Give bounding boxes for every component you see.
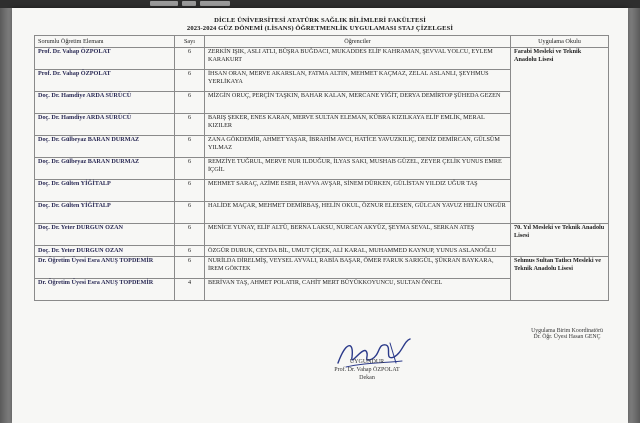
count-cell: 6 bbox=[175, 114, 205, 136]
count-cell: 6 bbox=[175, 257, 205, 279]
supervisor-cell: Doç. Dr. Hamdiye ARDA SÜRÜCÜ bbox=[35, 114, 175, 136]
students-cell: ZANA GÖKDEMİR, AHMET YAŞAR, İBRAHİM AVCI, HATİCE YAVUZKILIÇ, DENİZ DEMİRCAN, GÜLSÜM YILMAZ bbox=[205, 136, 511, 158]
supervisor-cell: Dr. Öğretim Üyesi Esra ANUŞ TOPDEMİR bbox=[35, 257, 175, 279]
header-supervisor: Sorumlu Öğretim Elemanı bbox=[35, 36, 175, 48]
school-cell: Farabi Mesleki ve Teknik Anadolu Lisesi bbox=[511, 48, 609, 224]
toolbar-control[interactable] bbox=[182, 1, 196, 6]
supervisor-cell: Doç. Dr. Gülten YİĞİTALP bbox=[35, 202, 175, 224]
page-margin-left bbox=[0, 8, 12, 423]
internship-schedule-table bbox=[34, 35, 609, 301]
students-cell: HALİDE MAÇAR, MEHMET DEMİRBAŞ, HELİN OKUL, ÖZNUR ELEESEN, GÜLCAN YAVUZ HELİN UNGÜR bbox=[205, 202, 511, 224]
supervisor-cell: Prof. Dr. Vahap ÖZPOLAT bbox=[35, 48, 175, 70]
count-cell: 6 bbox=[175, 92, 205, 114]
table-row bbox=[35, 224, 609, 246]
students-cell: BERİVAN TAŞ, AHMET POLATIR, CAHİT MERT BÜYÜKKOYUNCU, SULTAN ÖNCEL bbox=[205, 279, 511, 301]
coordinator-name: Dr. Öğr. Üyesi Hasan GENÇ bbox=[533, 334, 601, 340]
count-cell: 6 bbox=[175, 224, 205, 246]
count-cell: 6 bbox=[175, 180, 205, 202]
header-count: Sayı bbox=[175, 36, 205, 48]
supervisor-cell: Doç. Dr. Yeter DURGUN OZAN bbox=[35, 246, 175, 257]
approval-label: UYGUNDUR bbox=[349, 359, 385, 365]
toolbar-control[interactable] bbox=[200, 1, 230, 6]
count-cell: 6 bbox=[175, 136, 205, 158]
students-cell: ÖZGÜR DURUK, CEYDA BİL, UMUT ÇİÇEK, ALİ KARAL, MUHAMMED KAYNUP, YUNUS ASLANOĞLU bbox=[205, 246, 511, 257]
toolbar-control[interactable] bbox=[150, 1, 178, 6]
coordinator-block bbox=[512, 328, 622, 340]
students-cell: MEHMET SARAÇ, AZİME ESER, HAVVA AVŞAR, SİNEM DÜRKEN, GÜLİSTAN YILDIZ UĞUR TAŞ bbox=[205, 180, 511, 202]
table-row bbox=[35, 257, 609, 279]
supervisor-cell: Doç. Dr. Gülbeyaz BARAN DURMAZ bbox=[35, 136, 175, 158]
header-school: Uygulama Okulu bbox=[511, 36, 609, 48]
table-row bbox=[35, 48, 609, 70]
count-cell: 6 bbox=[175, 202, 205, 224]
viewer-toolbar bbox=[0, 0, 640, 8]
students-cell: İHSAN ORAN, MERVE AKARSLAN, FATMA ALTIN, MEHMET KAÇMAZ, ZELAL ASLANLI, ŞEYHMUS YERLİKAYA bbox=[205, 70, 511, 92]
approval-block bbox=[312, 358, 422, 382]
school-cell: 70. Yıl Mesleki ve Teknik Anadolu Lisesi bbox=[511, 224, 609, 257]
supervisor-cell: Doç. Dr. Gülten YİĞİTALP bbox=[35, 180, 175, 202]
page-margin-right bbox=[628, 8, 640, 423]
supervisor-cell: Doç. Dr. Yeter DURGUN OZAN bbox=[35, 224, 175, 246]
coordinator-title: Uygulama Birim Koordinatörü bbox=[531, 328, 603, 334]
header-students: Öğrenciler bbox=[205, 36, 511, 48]
supervisor-cell: Doç. Dr. Gülbeyaz BARAN DURMAZ bbox=[35, 158, 175, 180]
students-cell: BARIŞ ŞEKER, ENES KARAN, MERVE SULTAN ELEMAN, KÜBRA KIZILKAYA ELİF EMLİK, MERAL KIZILER bbox=[205, 114, 511, 136]
count-cell: 6 bbox=[175, 70, 205, 92]
students-cell: MENİCE YUNAY, ELİF ALTÜ, BERNA LAKSU, NURCAN AKYÜZ, ŞEYMA SEVAL, SERKAN ATEŞ bbox=[205, 224, 511, 246]
supervisor-cell: Dr. Öğretim Üyesi Esra ANUŞ TOPDEMİR bbox=[35, 279, 175, 301]
supervisor-cell: Doç. Dr. Hamdiye ARDA SÜRÜCÜ bbox=[35, 92, 175, 114]
document-subtitle: 2023-2024 GÜZ DÖNEMİ (LİSANS) ÖĞRETMENLİK UYGULAMASI STAJ ÇİZELGESİ bbox=[186, 25, 454, 32]
count-cell: 6 bbox=[175, 158, 205, 180]
students-cell: MİZGİN ORUÇ, PERÇİN TAŞKIN, BAHAR KALAN, MERCANE YİĞİT, DERYA DEMİRTOP ŞÜHEDA GEZEN bbox=[205, 92, 511, 114]
count-cell: 6 bbox=[175, 48, 205, 70]
students-cell: ZERKİN IŞIK, ASLI ATLI, BÜŞRA BUĞDACI, MUKADDES ELİF KAHRAMAN, ŞEVVAL YOLCU, EYLEM KARAKURT bbox=[205, 48, 511, 70]
school-cell: Sehmus Sultan Tatlıcı Mesleki ve Teknik Anadolu Lisesi bbox=[511, 257, 609, 301]
students-cell: REMZİYE TUĞRUL, MERVE NUR ILDUĞUR, İLYAS SAKI, MUSHAB GÜZEL, ZEYER ÇELİK YUNUS EMRE İÇGİL bbox=[205, 158, 511, 180]
supervisor-cell: Prof. Dr. Vahap ÖZPOLAT bbox=[35, 70, 175, 92]
students-cell: NURİLDA DİRELMİŞ, VEYSEL AYVALI, RABİA BAŞAR, ÖMER FARUK SARIGÜL, ŞÜKRAN BAYKARA, İREM GÖKTEK bbox=[205, 257, 511, 279]
signatory-title: Dekan bbox=[359, 375, 375, 381]
count-cell: 6 bbox=[175, 246, 205, 257]
count-cell: 4 bbox=[175, 279, 205, 301]
document-title: DİCLE ÜNİVERSİTESİ ATATÜRK SAĞLIK BİLİMLERİ FAKÜLTESİ bbox=[214, 17, 426, 24]
document-page bbox=[12, 8, 628, 423]
signatory-name: Prof. Dr. Vahap ÖZPOLAT bbox=[334, 367, 400, 373]
